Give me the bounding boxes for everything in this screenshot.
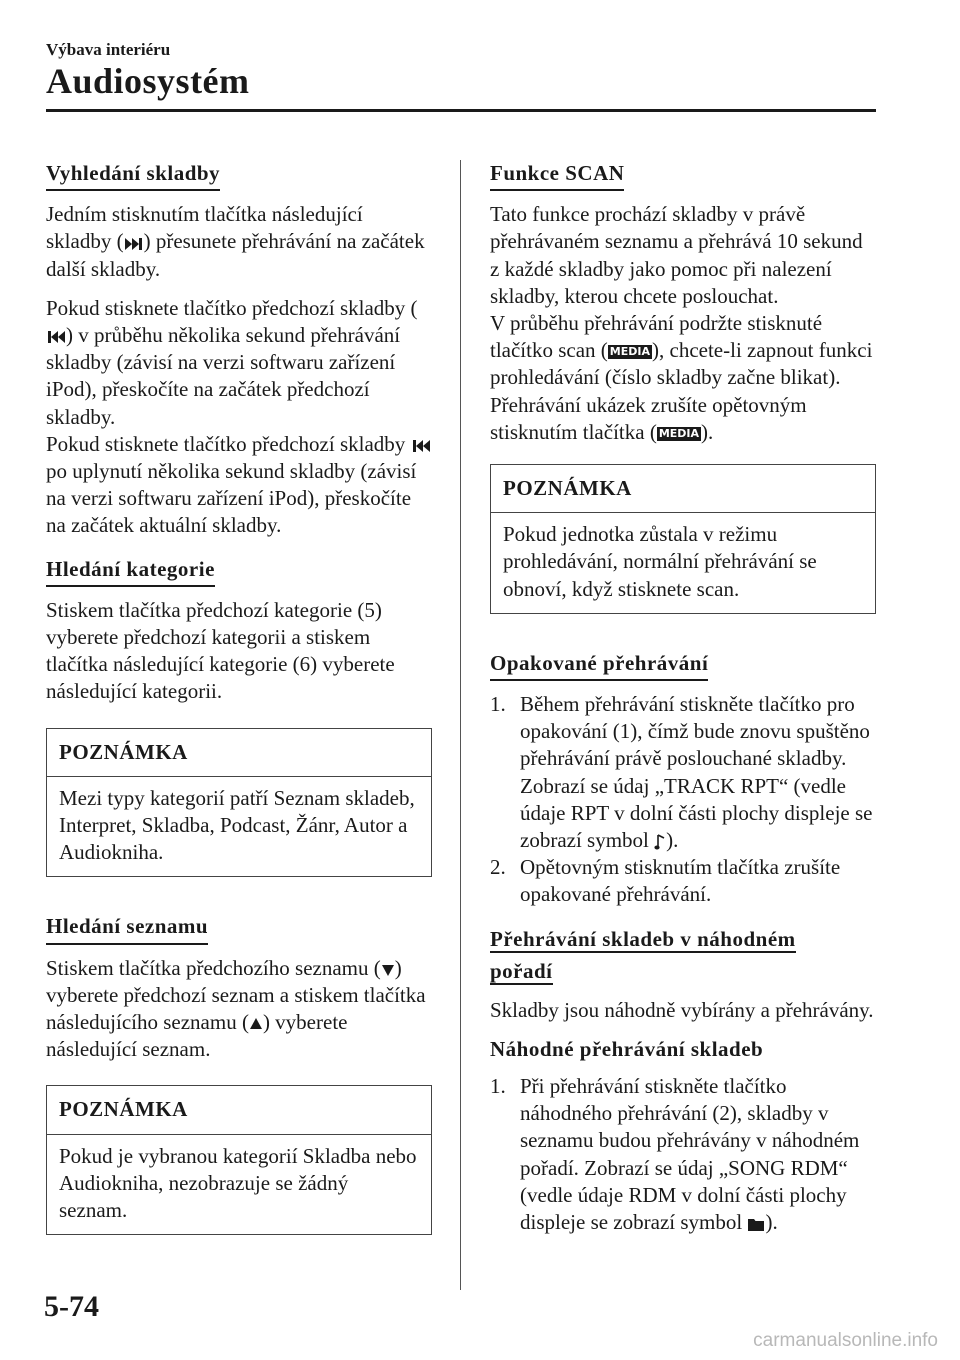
right-column <box>490 160 876 1248</box>
subheading-random-tracks: Náhodné přehrávání skladeb <box>490 1036 764 1061</box>
column-divider <box>460 160 461 1290</box>
track-search-paragraph-1: Jedním stisknutím tlačítka následující skladby ( ) přesunete přehrávání na začátek další skladby. <box>46 202 425 281</box>
list-search-paragraph: Stiskem tlačítka předchozího seznamu ( ) vyberete předchozí seznam a stiskem tlačítka následujícího seznamu ( ) vyberete následující seznam. <box>46 955 426 1062</box>
random-paragraph: Skladby jsou náhodně vybírány a přehrávány. <box>490 997 874 1022</box>
header-divider <box>46 109 876 112</box>
heading-repeat: Opakované přehrávání <box>490 650 708 681</box>
list-item: 2. Opětovným stisknutím tlačítka zrušíte opakované přehrávání. <box>490 855 841 907</box>
note-body: Pokud jednotka zůstala v režimu prohledávání, normální přehrávání se obnoví, když stisknete scan. <box>503 522 817 601</box>
heading-random-line-2: pořadí <box>490 958 553 983</box>
media-button-icon: MEDIA <box>609 345 650 359</box>
note-body: Mezi typy kategorií patří Seznam skladeb, Interpret, Skladba, Podcast, Žánr, Autor a Audiokniha. <box>59 785 415 865</box>
scan-paragraph-2: V průběhu přehrávání podržte stisknuté tlačítko scan ( MEDIA), chcete-li zapnout funkci prohledávání (číslo skladby začne blikat). Přehrávání ukázek zrušíte opětovným stisknutím tlačítka ( MEDIA). <box>490 311 873 444</box>
note-title: POZNÁMKA <box>47 1086 431 1134</box>
note-box-scan <box>490 464 876 614</box>
note-title: POZNÁMKA <box>491 465 875 513</box>
section-label: Výbava interiéru <box>46 40 171 59</box>
note-box-list <box>46 1085 432 1235</box>
music-note-icon <box>654 833 666 851</box>
media-button-icon: MEDIA <box>658 426 700 440</box>
page-title: Audiosystém <box>46 61 250 101</box>
folder-icon <box>747 1216 765 1232</box>
heading-track-search: Vyhledání skladby <box>46 160 220 191</box>
track-search-paragraph-3: Pokud stisknete tlačítko předchozí skladby po uplynutí několika sekund skladby (závisí na verzi softwaru zařízení iPod), přeskočíte na začátek aktuální skladby. <box>46 431 432 540</box>
list-item: 1. Během přehrávání stiskněte tlačítko pro opakování (1), čímž bude znovu spuštěno přehrávání právě poslouchané skladby. Zobrazí se údaj „TRACK RPT“ (vedle údaje RPT v dolní části plochy displeje se zobrazí symbol ). <box>490 692 873 853</box>
scan-paragraph-1: Tato funkce prochází skladby v právě přehrávaném seznamu a přehrává 10 sekund z každé skladby jako pomoc při nalezení skladby, kterou chcete poslouchat. <box>490 202 863 308</box>
page-number: 5-74 <box>44 1290 99 1323</box>
heading-scan: Funkce SCAN <box>490 160 624 191</box>
watermark: carmanualsonline.info <box>753 1330 938 1351</box>
random-steps <box>490 1073 876 1236</box>
down-triangle-icon <box>381 963 395 977</box>
previous-track-icon <box>411 439 431 453</box>
heading-random-line-1: Přehrávání skladeb v náhodném <box>490 926 796 951</box>
repeat-steps <box>490 691 876 909</box>
list-item: 1. Při přehrávání stiskněte tlačítko náhodného přehrávání (2), skladby v seznamu budou přehrávány v náhodném pořadí. Zobrazí se údaj „SONG RDM“ (vedle údaje RDM v dolní části plochy displeje se zobrazí symbol ). <box>490 1074 860 1235</box>
next-track-icon <box>124 237 144 251</box>
note-body: Pokud je vybranou kategorií Skladba nebo Audiokniha, nezobrazuje se žádný seznam. <box>59 1143 417 1223</box>
left-column <box>46 160 432 1271</box>
previous-track-icon <box>46 330 66 344</box>
note-box-category <box>46 728 432 878</box>
heading-category-search: Hledání kategorie <box>46 556 215 587</box>
track-search-paragraph-2: Pokud stisknete tlačítko předchozí skladby () v průběhu několika sekund přehrávání skladby (závisí na verzi softwaru zařízení iPod), přeskočíte na začátek předchozí skladby. <box>46 295 418 429</box>
note-title: POZNÁMKA <box>47 729 431 777</box>
heading-list-search: Hledání seznamu <box>46 913 208 944</box>
heading-random <box>490 923 876 987</box>
up-triangle-icon <box>249 1017 263 1031</box>
category-search-paragraph: Stiskem tlačítka předchozí kategorie (5) vyberete předchozí kategorii a stiskem tlačítka následující kategorie (6) vyberete následující kategorii. <box>46 597 395 704</box>
